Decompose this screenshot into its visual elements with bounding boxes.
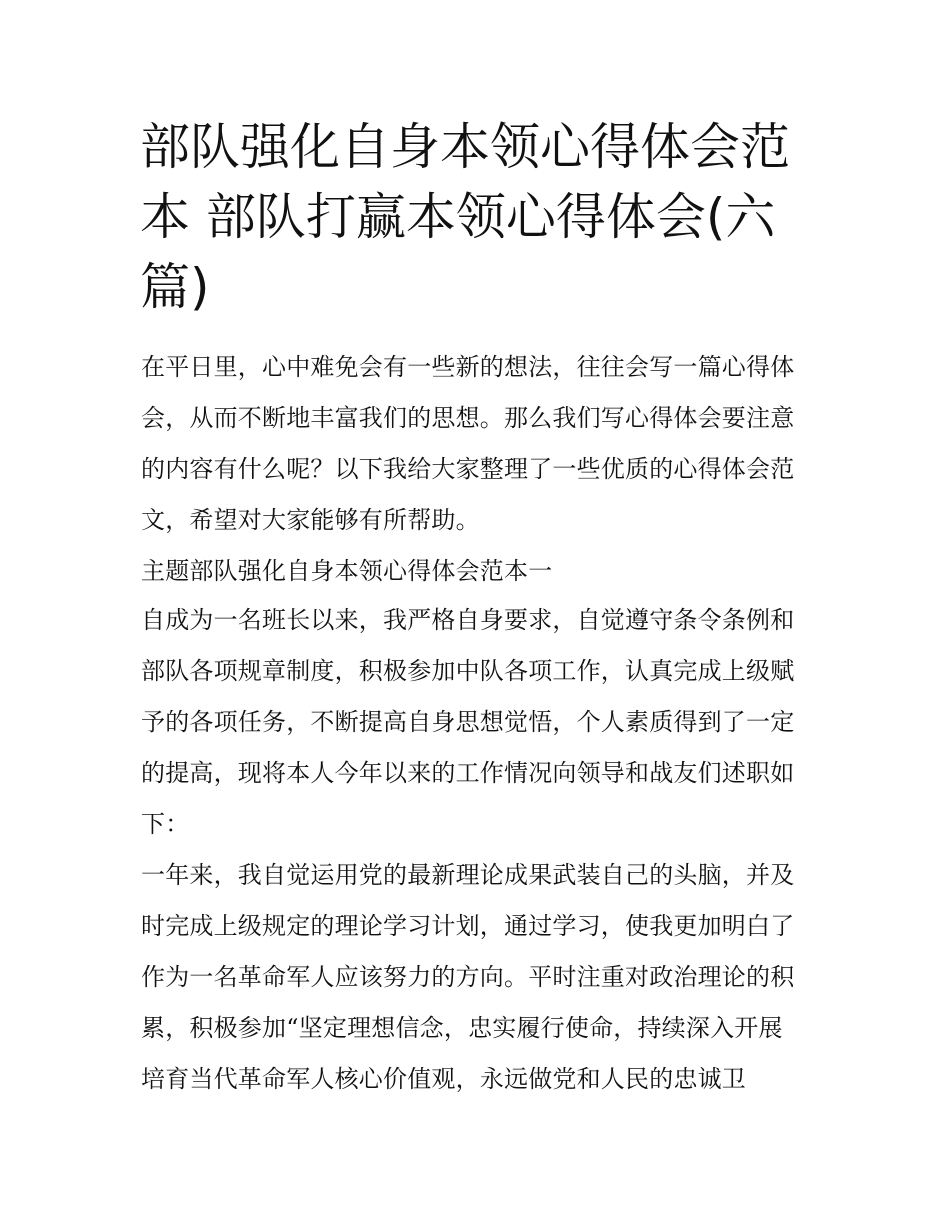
- title-line: 部队强化自身本领心得体会范: [140, 118, 790, 176]
- text-line: 时完成上级规定的理论学习计划，通过学习，使我更加明白了: [141, 912, 795, 940]
- text-line: 作为一名革命军人应该努力的方向。平时注重对政治理论的积: [141, 963, 795, 991]
- text-line: 培育当代革命军人核心价值观，永远做党和人民的忠诚卫: [141, 1065, 746, 1093]
- intro-paragraph: [141, 355, 821, 559]
- paragraph-1: [141, 608, 821, 863]
- text-line: 的提高，现将本人今年以来的工作情况向领导和战友们述职如: [141, 759, 795, 787]
- title-line: 本 部队打赢本领心得体会(六: [140, 188, 776, 246]
- text-line: 一年来，我自觉运用党的最新理论成果武装自己的头脑，并及: [141, 861, 795, 889]
- document-body: [141, 355, 821, 1118]
- title-line: 篇): [140, 258, 210, 316]
- text-line: 在平日里，心中难免会有一些新的想法，往往会写一篇心得体: [141, 353, 795, 381]
- text-line: 文，希望对大家能够有所帮助。: [141, 506, 480, 534]
- text-line: 下：: [141, 810, 190, 838]
- text-line: 会，从而不断地丰富我们的思想。那么我们写心得体会要注意: [141, 404, 795, 432]
- document-title: [140, 112, 820, 322]
- section-heading: 主题部队强化自身本领心得体会范本一: [141, 557, 553, 585]
- text-line: 予的各项任务，不断提高自身思想觉悟，个人素质得到了一定: [141, 708, 795, 736]
- text-line: 自成为一名班长以来，我严格自身要求，自觉遵守条令条例和: [141, 606, 795, 634]
- text-line: 累，积极参加“坚定理想信念，忠实履行使命，持续深入开展: [141, 1014, 783, 1042]
- text-line: 部队各项规章制度，积极参加中队各项工作，认真完成上级赋: [141, 657, 795, 685]
- paragraph-2: [141, 863, 821, 1118]
- text-line: 的内容有什么呢？以下我给大家整理了一些优质的心得体会范: [141, 455, 795, 483]
